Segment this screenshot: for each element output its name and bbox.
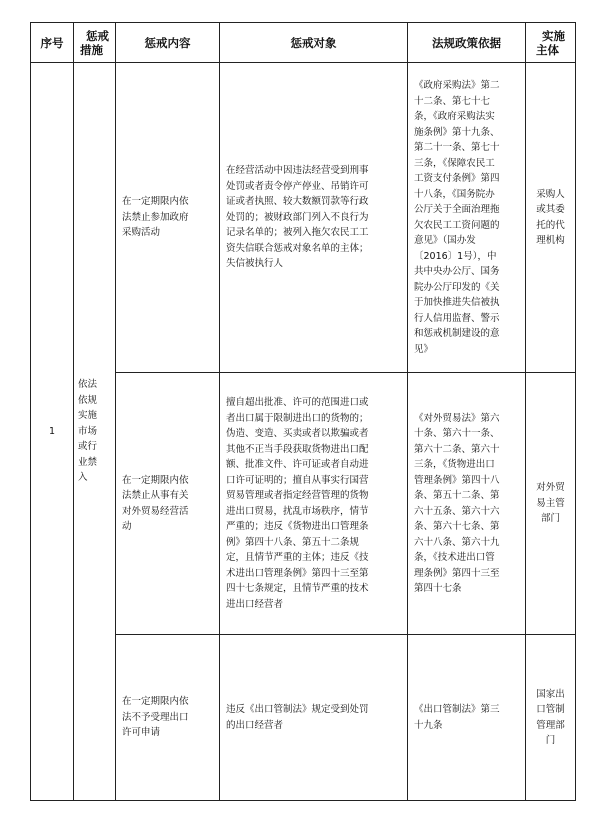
basis-cell: 《出口管制法》第三 十九条 (408, 635, 526, 801)
target-cell: 擅自超出批准、许可的范围进口或 者出口属于限制进出口的货物的； 伪造、变造、买卖或者以欺骗或者 其他不正当手段获取货物进出口配 额、批准文件、许可证或者自动进 口许可证明的；擅自从事实行国营 贸易管理或者指定经营管理的货物 进出口贸易，扰乱市场秩序，情节 严重的；违反《货物进出口管理条 例》第四十八条、第五十二条规 定，且情节严重的主体；违反《技 术进出口管理条例》第四十三至第 四十七条规定，且情节严重的技术 进出口经营者 (220, 373, 408, 635)
header-target: 惩戒对象 (220, 23, 408, 63)
content-cell: 在一定期限内依 法不予受理出口 许可申请 (116, 635, 220, 801)
table-row (31, 63, 576, 373)
header-body: 实施 主体 (526, 23, 576, 63)
basis-cell: 《政府采购法》第二 十二条、第七十七 条，《政府采购法实 施条例》第十九条、 第二十一条、第七十 三条，《保障农民工 工资支付条例》第四 十八条，《国务院办 公厅关于全面治理拖 欠农民工工资问题的 意见》（国办发 〔2016〕1号），中 共中央办公厅、国务 院办公厅印发的《关 于加快推进失信被执 行人信用监督、警示 和惩戒机制建设的意 见》 (408, 63, 526, 373)
header-measure: 惩戒 措施 (74, 23, 116, 63)
target-cell: 在经营活动中因违法经营受到刑事 处罚或者责令停产停业、吊销许可 证或者执照、较大数额罚款等行政 处罚的；被财政部门列入不良行为 记录名单的；被列入拖欠农民工工 资失信联合惩戒对象名单的主体； 失信被执行人 (220, 63, 408, 373)
content-cell: 在一定期限内依 法禁止从事有关 对外贸易经营活 动 (116, 373, 220, 635)
body-cell: 采购人 或其委 托的代 理机构 (526, 63, 576, 373)
discipline-table (30, 22, 576, 801)
content-cell: 在一定期限内依 法禁止参加政府 采购活动 (116, 63, 220, 373)
header-content: 惩戒内容 (116, 23, 220, 63)
body-cell: 国家出 口管制 管理部 门 (526, 635, 576, 801)
body-cell: 对外贸 易主管 部门 (526, 373, 576, 635)
basis-cell: 《对外贸易法》第六 十条、第六十一条、 第六十二条、第六十 三条，《货物进出口 管理条例》第四十八 条、第五十二条、第 六十五条、第六十六 条、第六十七条、第 六十八条、第六十九 条，《技术进出口管 理条例》第四十三至 第四十七条 (408, 373, 526, 635)
header-basis: 法规政策依据 (408, 23, 526, 63)
measure-cell: 依法 依规 实施 市场 或行 业禁 入 (74, 63, 116, 801)
table-header-row (31, 23, 576, 63)
seq-cell: 1 (31, 63, 74, 801)
target-cell: 违反《出口管制法》规定受到处罚 的出口经营者 (220, 635, 408, 801)
header-seq: 序号 (31, 23, 74, 63)
